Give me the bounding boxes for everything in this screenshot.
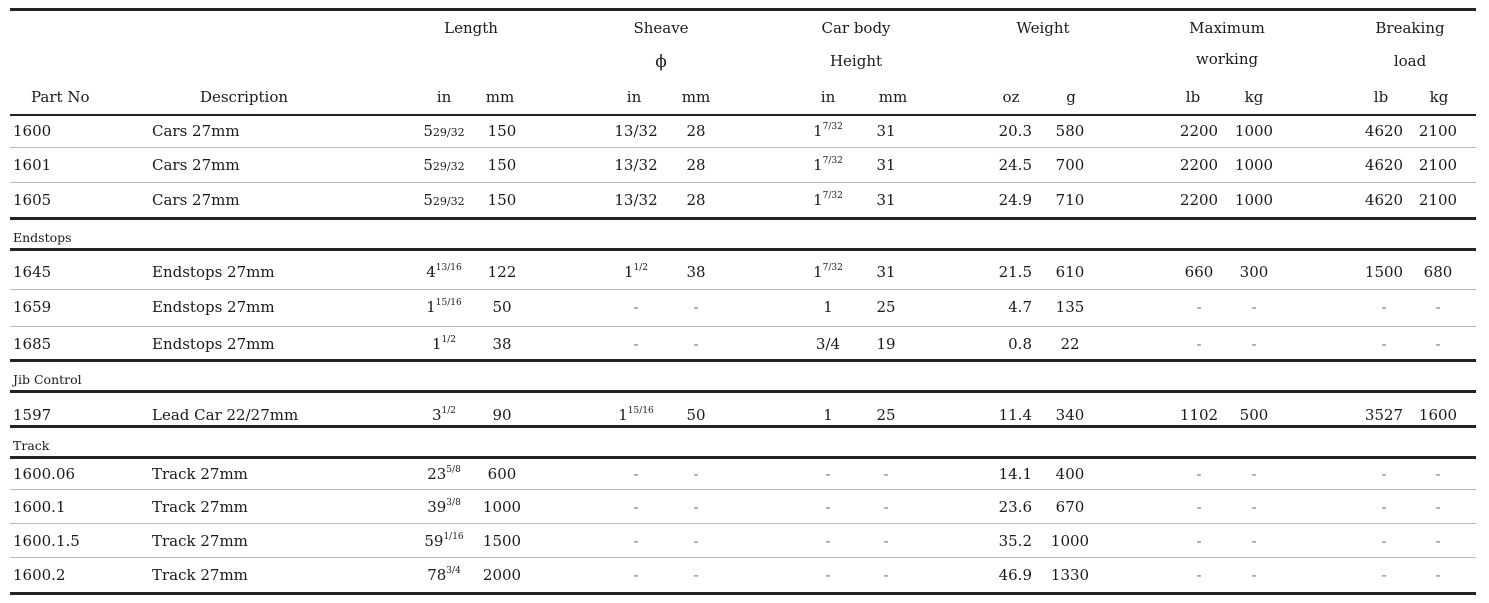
inch-whole: 5 [423,156,433,174]
breaking-lb: 1500 [1364,263,1404,281]
inch-whole: - [825,566,831,584]
row-divider [10,523,1476,524]
breaking-kg: 2100 [1418,191,1458,209]
inch-value [432,335,456,353]
section-label-track: Track [13,438,50,453]
inch-fraction: 13/32 [614,122,658,140]
table-top-rule [10,8,1476,11]
inch-fraction: 29/32 [432,195,465,208]
inch-fraction: 1/2 [633,263,649,273]
unit-label: mm [681,88,711,106]
unit-label: kg [1244,88,1264,106]
carbody-mm: - [883,566,889,584]
unit-label: oz [1002,88,1020,106]
sheave-mm: - [693,566,699,584]
inch-value [633,566,638,584]
length-mm: 50 [492,298,512,316]
inch-value [825,566,830,584]
max-working-lb: - [1196,498,1202,516]
max-working-lb: - [1196,335,1202,353]
section-rule [10,592,1476,595]
inch-value [825,532,830,550]
inch-value [427,566,461,584]
inch-value [823,406,833,424]
breaking-kg: 1600 [1418,406,1458,424]
breaking-lb: 4620 [1364,122,1404,140]
inch-value [813,191,843,209]
inch-whole: 1 [813,263,823,281]
breaking-kg: - [1435,465,1441,483]
description: Endstops 27mm [152,335,275,353]
carbody-mm: 25 [876,298,896,316]
max-working-lb: - [1196,532,1202,550]
description: Cars 27mm [152,122,240,140]
description: Lead Car 22/27mm [152,406,299,424]
inch-value [426,298,461,316]
inch-value [813,263,843,281]
sheave-mm: - [693,498,699,516]
sheave-mm: 28 [686,122,706,140]
weight-g: 710 [1055,191,1085,209]
carbody-mm: 19 [876,335,896,353]
header-weight: Weight [1016,19,1070,37]
inch-whole: 78 [427,566,447,584]
inch-whole: - [825,498,831,516]
inch-whole: 3 [431,406,442,424]
description: Track 27mm [152,532,248,550]
length-mm: 2000 [482,566,522,584]
inch-whole: 1 [813,156,823,174]
max-working-lb: - [1196,566,1202,584]
inch-value [614,191,657,209]
inch-fraction: 15/16 [627,406,654,416]
part-number: 1645 [13,263,52,281]
inch-value [427,498,461,516]
length-mm: 1000 [482,498,522,516]
weight-g: 340 [1055,406,1085,424]
header-sheave: Sheave [633,19,689,37]
row-divider [10,182,1476,183]
max-working-kg: - [1251,465,1257,483]
weight-oz: 14.1 [998,465,1032,483]
header-sheave-symbol: ϕ [655,52,667,72]
max-working-kg: 300 [1239,263,1269,281]
sheave-mm: 28 [686,191,706,209]
inch-fraction: 7/32 [822,156,843,166]
description: Cars 27mm [152,156,240,174]
inch-fraction: 29/32 [432,160,465,173]
breaking-kg: - [1435,532,1441,550]
unit-label: g [1066,88,1076,106]
inch-fraction: 3/8 [446,498,461,508]
inch-whole: 1 [618,406,628,424]
sheave-mm: 38 [686,263,706,281]
max-working-kg: - [1251,335,1257,353]
inch-value [614,122,657,140]
unit-label: in [436,88,452,106]
length-mm: 1500 [482,532,522,550]
inch-value [423,156,464,176]
inch-fraction: 1/2 [441,335,457,345]
inch-fraction: 13/16 [435,263,462,273]
weight-oz: 4.7 [1008,298,1032,316]
breaking-kg: - [1435,298,1441,316]
part-number: 1600 [13,122,52,140]
inch-whole: 4 [426,263,436,281]
carbody-mm: - [883,498,889,516]
weight-oz: 20.3 [998,122,1032,140]
inch-fraction: 5/8 [446,465,461,475]
part-number: 1600.1.5 [13,532,80,550]
unit-label: mm [878,88,908,106]
breaking-lb: - [1381,566,1387,584]
inch-whole: - [633,566,639,584]
carbody-mm: 31 [876,263,896,281]
section-label-jib: Jib Control [13,372,82,387]
sheave-mm: - [693,532,699,550]
weight-oz: 11.4 [998,406,1032,424]
row-divider [10,147,1476,148]
inch-value [633,335,638,353]
unit-label: lb [1185,88,1201,106]
inch-fraction: 13/32 [614,191,658,209]
max-working-lb: 2200 [1179,156,1219,174]
inch-whole: 59 [424,532,444,550]
section-rule [10,359,1476,362]
header-carbody-height: Height [829,52,883,70]
inch-whole: - [825,465,831,483]
inch-value [825,498,830,516]
weight-g: 700 [1055,156,1085,174]
breaking-lb: - [1381,465,1387,483]
inch-whole: 39 [427,498,447,516]
weight-oz: 24.5 [998,156,1032,174]
max-working-lb: 2200 [1179,122,1219,140]
breaking-lb: - [1381,532,1387,550]
inch-value [633,498,638,516]
section-rule [10,425,1476,428]
weight-g: 610 [1055,263,1085,281]
part-number: 1601 [13,156,52,174]
description: Endstops 27mm [152,263,275,281]
section-rule [10,217,1476,220]
max-working-lb: 660 [1184,263,1214,281]
sheave-mm: 50 [686,406,706,424]
inch-fraction: 7/32 [822,263,843,273]
inch-value [618,406,653,424]
max-working-lb: - [1196,465,1202,483]
section-label-endstops: Endstops [13,230,72,245]
inch-value [813,156,843,174]
length-mm: 122 [487,263,517,281]
header-max-working: Maximum [1189,19,1265,37]
breaking-kg: 680 [1423,263,1453,281]
max-working-kg: 500 [1239,406,1269,424]
inch-value [813,122,843,140]
length-mm: 150 [487,122,517,140]
length-mm: 38 [492,335,512,353]
max-working-lb: - [1196,298,1202,316]
sheave-mm: - [693,298,699,316]
part-number: 1685 [13,335,52,353]
inch-fraction: 7/32 [822,122,843,132]
inch-whole: 5 [423,191,433,209]
unit-label: lb [1373,88,1389,106]
inch-whole: - [633,498,639,516]
inch-whole: 1 [813,191,823,209]
section-rule [10,390,1476,393]
inch-whole: - [633,465,639,483]
max-working-lb: 2200 [1179,191,1219,209]
breaking-kg: - [1435,335,1441,353]
inch-whole: 1 [623,263,634,281]
weight-oz: 21.5 [998,263,1032,281]
inch-whole: - [633,298,639,316]
part-number: 1600.1 [13,498,66,516]
inch-fraction: 1/2 [441,406,457,416]
carbody-mm: 31 [876,156,896,174]
weight-oz: 23.6 [998,498,1032,516]
carbody-mm: - [883,532,889,550]
weight-g: 670 [1055,498,1085,516]
section-rule [10,248,1476,251]
description: Track 27mm [152,465,248,483]
length-mm: 150 [487,156,517,174]
inch-fraction: 1/16 [443,532,464,542]
carbody-mm: 31 [876,122,896,140]
description: Track 27mm [152,498,248,516]
carbody-mm: 25 [876,406,896,424]
weight-g: 400 [1055,465,1085,483]
max-working-kg: 1000 [1234,122,1274,140]
sheave-mm: - [693,465,699,483]
max-working-kg: - [1251,532,1257,550]
inch-value [825,465,830,483]
inch-value [614,156,657,174]
inch-value [424,532,463,550]
breaking-lb: - [1381,498,1387,516]
inch-whole: - [633,532,639,550]
inch-value [816,335,840,353]
weight-g: 1330 [1050,566,1090,584]
max-working-kg: 1000 [1234,156,1274,174]
inch-value [426,263,461,281]
row-divider [10,489,1476,490]
header-max-working-2: working [1195,50,1259,68]
sheave-mm: 28 [686,156,706,174]
inch-value [633,465,638,483]
unit-label: in [626,88,642,106]
header-breaking-load: load [1393,52,1427,70]
carbody-mm: 31 [876,191,896,209]
inch-whole: 3/4 [815,335,841,353]
inch-whole: 1 [431,335,442,353]
breaking-kg: - [1435,498,1441,516]
breaking-kg: 2100 [1418,156,1458,174]
inch-value [423,191,464,211]
inch-whole: 1 [813,122,823,140]
weight-g: 1000 [1050,532,1090,550]
inch-whole: 1 [823,406,833,424]
row-divider [10,326,1476,327]
weight-oz: 35.2 [998,532,1032,550]
part-number: 1605 [13,191,52,209]
inch-value [633,298,638,316]
length-mm: 600 [487,465,517,483]
description: Track 27mm [152,566,248,584]
max-working-kg: - [1251,498,1257,516]
unit-label: kg [1429,88,1449,106]
inch-value [427,465,461,483]
header-length: Length [444,19,498,37]
inch-whole: - [825,532,831,550]
description: Cars 27mm [152,191,240,209]
part-number: 1600.2 [13,566,66,584]
header-part-no: Part No [31,88,90,106]
inch-value [823,298,833,316]
breaking-lb: - [1381,335,1387,353]
weight-g: 135 [1055,298,1085,316]
inch-value [624,263,648,281]
max-working-kg: - [1251,298,1257,316]
header-breaking: Breaking [1375,19,1445,37]
weight-g: 22 [1060,335,1080,353]
weight-g: 580 [1055,122,1085,140]
inch-fraction: 13/32 [614,156,658,174]
breaking-lb: 4620 [1364,156,1404,174]
max-working-lb: 1102 [1179,406,1219,424]
breaking-lb: 3527 [1364,406,1404,424]
header-description: Description [199,88,289,106]
inch-fraction: 7/32 [822,191,843,201]
weight-oz: 24.9 [998,191,1032,209]
max-working-kg: 1000 [1234,191,1274,209]
header-rule [10,114,1476,116]
unit-label: in [820,88,836,106]
weight-oz: 46.9 [998,566,1032,584]
inch-value [633,532,638,550]
inch-whole: 1 [823,298,833,316]
breaking-lb: - [1381,298,1387,316]
section-rule [10,456,1476,459]
sheave-mm: - [693,335,699,353]
breaking-kg: 2100 [1418,122,1458,140]
row-divider [10,289,1476,290]
part-number: 1659 [13,298,52,316]
inch-value [423,122,464,142]
weight-oz: 0.8 [1008,335,1032,353]
inch-value [432,406,456,424]
carbody-mm: - [883,465,889,483]
breaking-lb: 4620 [1364,191,1404,209]
row-divider [10,557,1476,558]
unit-label: mm [485,88,515,106]
inch-whole: - [633,335,639,353]
inch-whole: 23 [427,465,447,483]
length-mm: 90 [492,406,512,424]
part-number: 1597 [13,406,52,424]
inch-fraction: 3/4 [446,566,461,576]
description: Endstops 27mm [152,298,275,316]
length-mm: 150 [487,191,517,209]
max-working-kg: - [1251,566,1257,584]
inch-whole: 1 [426,298,436,316]
part-number: 1600.06 [13,465,76,483]
header-carbody: Car body [821,19,891,37]
inch-fraction: 15/16 [435,298,462,308]
inch-whole: 5 [423,122,433,140]
breaking-kg: - [1435,566,1441,584]
inch-fraction: 29/32 [432,126,465,139]
